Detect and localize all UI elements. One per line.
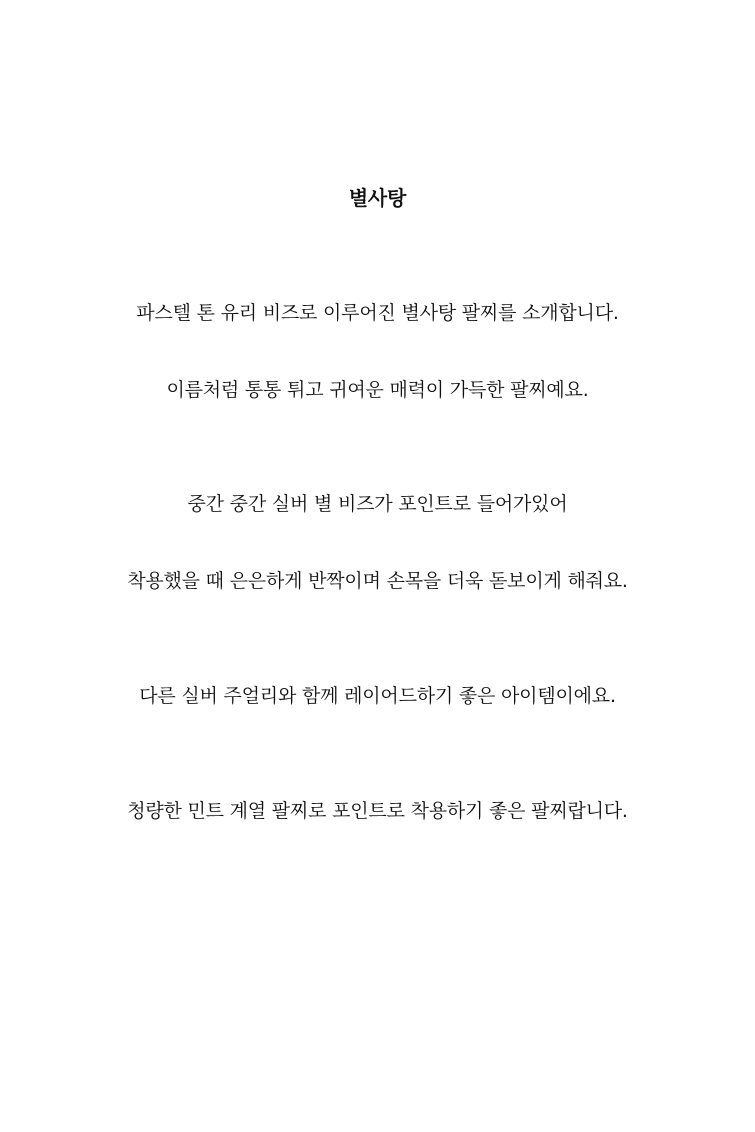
description-line-1: 파스텔 톤 유리 비즈로 이루어진 별사탕 팔찌를 소개합니다. [136, 302, 619, 324]
description-line-2: 이름처럼 통통 튀고 귀여운 매력이 가득한 팔찌예요. [166, 379, 589, 401]
description-line-4: 착용했을 때 은은하게 반짝이며 손목을 더욱 돋보이게 해줘요. [127, 570, 628, 592]
page-title: 별사탕 [348, 186, 407, 210]
description-line-3: 중간 중간 실버 별 비즈가 포인트로 들어가있어 [187, 493, 568, 515]
description-line-5: 다른 실버 주얼리와 함께 레이어드하기 좋은 아이템이에요. [139, 685, 616, 707]
description-line-6: 청량한 민트 계열 팔찌로 포인트로 착용하기 좋은 팔찌랍니다. [127, 800, 628, 822]
